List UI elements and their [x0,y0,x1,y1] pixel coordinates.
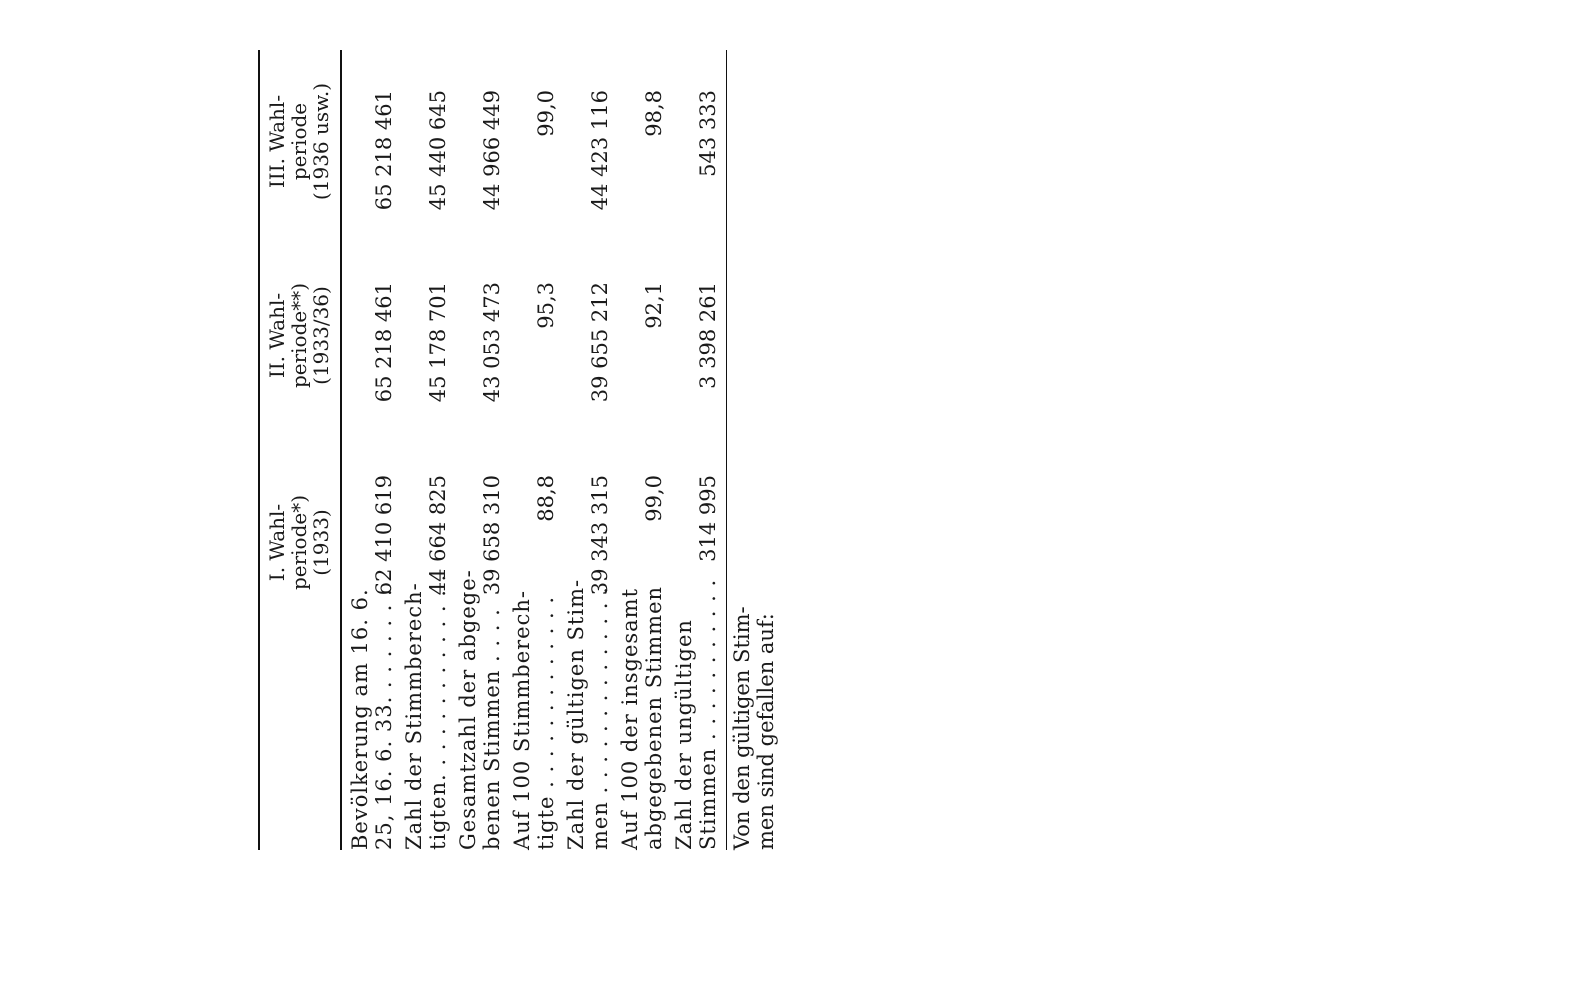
value-p3: 543 333 [696,90,720,177]
section-label: men sind gefallen auf: [754,613,778,850]
row-label: men . . . . . . . . . . . . . . [588,586,612,850]
row-label: Gesamtzahl der abgege- [456,569,480,850]
value-p1: 39 343 315 [588,475,612,596]
row-label: tigte . . . . . . . . . . . . . [534,595,558,850]
section-rule [726,50,727,850]
value-p1: 39 658 310 [480,475,504,596]
row-label: Zahl der ungültigen [672,619,696,850]
column-header-p3: periode [287,102,311,181]
value-p2: 45 178 701 [426,282,450,403]
digitization-note [1555,840,1568,850]
value-p3: 99,0 [534,90,558,137]
section-label: Von den gültigen Stim- [730,606,754,850]
row-label: abgegebenen Stimmen [642,585,666,850]
value-p3: 44 966 449 [480,90,504,211]
row-label: Bevölkerung am 16. 6. [348,588,372,850]
value-p3: 98,8 [642,90,666,137]
column-header-p1: I. Wahl- [265,503,289,582]
row-label: benen Stimmen . . . . [480,608,504,850]
column-header-p2: II. Wahl- [265,292,289,379]
value-p2: 92,1 [642,282,666,329]
value-p1: 99,0 [642,475,666,522]
row-label: Zahl der gültigen Stim- [564,578,588,850]
value-p2: 65 218 461 [372,282,396,403]
value-p3: 45 440 645 [426,90,450,211]
row-label: tigten. . . . . . . . . . . . . . [426,573,450,850]
row-label: Stimmen . . . . . . . . . . . [696,578,720,850]
column-header-p1: periode*) [287,494,311,591]
row-label: Zahl der Stimmberech- [402,582,426,850]
value-p3: 65 218 461 [372,90,396,211]
row-label: Auf 100 der insgesamt [618,587,642,850]
row-label: Auf 100 Stimmberech- [510,590,534,850]
column-header-p3: III. Wahl- [265,94,289,189]
value-p2: 95,3 [534,282,558,329]
value-p1: 44 664 825 [426,475,450,596]
value-p1: 88,8 [534,475,558,522]
row-label: 25, 16. 6. 33. . . . . . . . [372,588,396,850]
column-header-p2: periode**) [287,282,311,389]
column-header-p2: (1933/36) [309,286,333,385]
value-p1: 314 995 [696,475,720,562]
column-header-p3: (1936 usw.) [309,82,333,201]
header-rule [340,50,342,850]
value-p1: 62 410 619 [372,475,396,596]
value-p2: 3 398 261 [696,282,720,389]
column-header-p1: (1933) [309,509,333,576]
value-p2: 43 053 473 [480,282,504,403]
value-p3: 44 423 116 [588,90,612,211]
table-top-rule [258,50,260,850]
value-p2: 39 655 212 [588,282,612,403]
